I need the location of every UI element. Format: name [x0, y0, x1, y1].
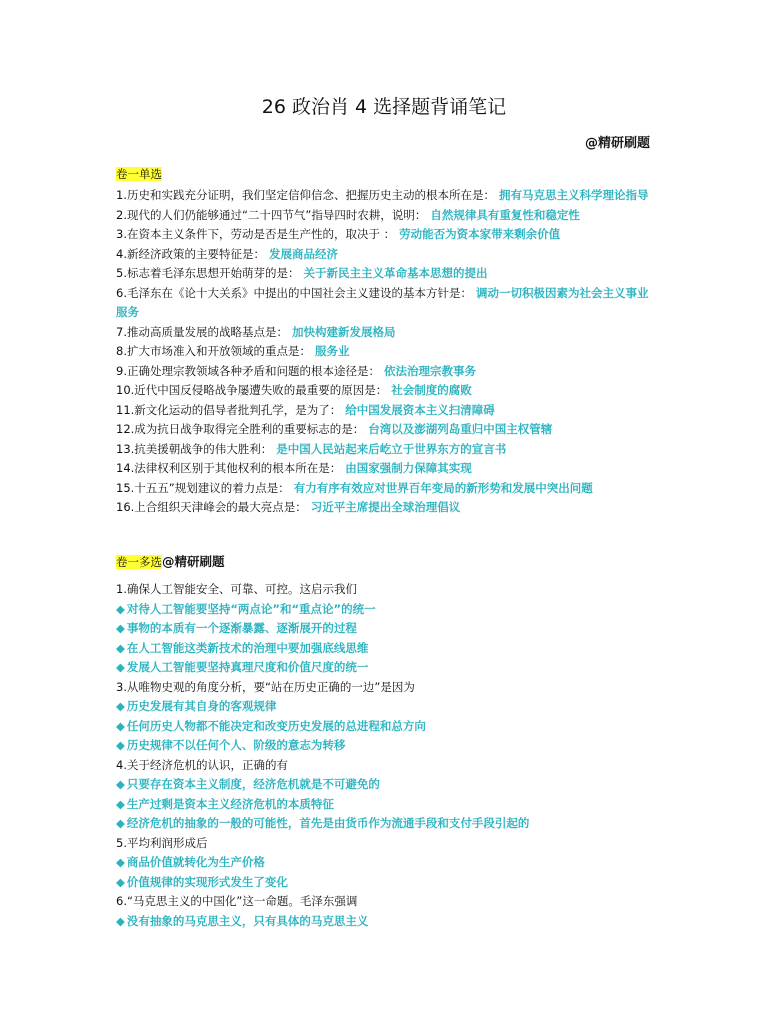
answer-text: 服务业 [310, 344, 350, 358]
diamond-icon: ◆ [116, 738, 125, 752]
diamond-icon: ◆ [116, 660, 125, 674]
option-item [116, 717, 656, 737]
question-text: 1.历史和实践充分证明，我们坚定信仰信念、把握历史主动的根本所在是： [116, 188, 495, 202]
question-text: 12.成为抗日战争取得完全胜利的重要标志的是： [116, 422, 365, 436]
question-text: 6.“马克思主义的中国化”这一命题。毛泽东强调 [116, 894, 358, 908]
list-item [116, 479, 656, 499]
option-item [116, 853, 656, 873]
answer-text: 台湾以及澎湖列岛重归中国主权管辖 [364, 422, 553, 436]
option-text: 价值规律的实现形式发生了变化 [126, 874, 288, 889]
answer-text: 劳动能否为资本家带来剩余价值 [395, 227, 561, 241]
section-label-highlight: 卷一单选 [116, 167, 162, 181]
question-text: 8.扩大市场准入和开放领域的重点是： [116, 344, 311, 358]
option-item [116, 873, 656, 893]
section-multiple-choice [116, 552, 656, 931]
diamond-icon: ◆ [116, 874, 125, 889]
question-text: 7.推动高质量发展的战略基点是： [116, 324, 288, 339]
diamond-icon: ◆ [116, 718, 125, 733]
single-choice-list [116, 186, 656, 518]
option-text: 没有抽象的马克思主义，只有具体的马克思主义 [126, 913, 369, 928]
option-item [116, 814, 656, 834]
section-label-highlight: 卷一多选 [116, 555, 162, 569]
list-item [116, 401, 656, 421]
option-item [116, 658, 656, 678]
section-heading [116, 164, 656, 184]
question-text: 3.从唯物史观的角度分析，要“站在历史正确的一边”是因为 [116, 679, 415, 694]
answer-text: 发展商品经济 [264, 246, 338, 261]
diamond-icon: ◆ [116, 913, 125, 928]
question-text: 6.毛泽东在《论十大关系》中提出的中国社会主义建设的基本方针是： [116, 285, 472, 300]
diamond-icon: ◆ [116, 601, 125, 616]
multiple-choice-list [116, 580, 656, 931]
option-text: 对待人工智能要坚持“两点论”和“重点论”的统一 [126, 601, 376, 616]
option-item [116, 736, 656, 756]
question-text: 11.新文化运动的倡导者批判孔学，是为了： [116, 402, 342, 417]
list-item [116, 225, 656, 245]
diamond-icon: ◆ [116, 699, 125, 713]
question-text: 1.确保人工智能安全、可靠、可控。这启示我们 [116, 582, 357, 596]
answer-text: 拥有马克思主义科学理论指导 [494, 188, 649, 202]
list-item [116, 284, 656, 323]
answer-text: 社会制度的腐败 [387, 383, 472, 397]
list-item [116, 323, 656, 343]
answer-text: 依法治理宗教事务 [379, 363, 476, 378]
list-item [116, 264, 656, 284]
page-title: 26 政治肖 4 选择题背诵笔记 [261, 96, 507, 118]
option-text: 任何历史人物都不能决定和改变历史发展的总进程和总方向 [126, 718, 426, 733]
answer-text: 有力有序有效应对世界百年变局的新形势和发展中突出问题 [289, 480, 593, 495]
answer-text: 调动一切积极因素为社会主义事业服务 [116, 285, 649, 319]
question-text: 5.标志着毛泽东思想开始萌芽的是： [116, 266, 300, 280]
option-item [116, 639, 656, 659]
answer-text: 关于新民主主义革命基本思想的提出 [299, 266, 488, 280]
diamond-icon: ◆ [116, 777, 125, 791]
option-text: 历史规律不以任何个人、阶级的意志为转移 [126, 738, 346, 752]
question-text: 9.正确处理宗教领域各种矛盾和问题的根本途径是： [116, 363, 380, 378]
list-item [116, 420, 656, 440]
question-text: 2.现代的人们仍能够通过“二十四节气”指导四时农耕，说明： [116, 207, 427, 222]
list-item [116, 342, 656, 362]
diamond-icon: ◆ [116, 640, 125, 655]
list-item [116, 186, 656, 206]
option-text: 事物的本质有一个逐渐暴露、逐渐展开的过程 [126, 621, 357, 635]
option-item [116, 600, 656, 620]
list-item [116, 206, 656, 226]
option-item [116, 775, 656, 795]
answer-text: 加快构建新发展格局 [287, 324, 396, 339]
list-item [116, 459, 656, 479]
question-text: 10.近代中国反侵略战争屡遭失败的最重要的原因是： [116, 383, 388, 397]
list-item [116, 245, 656, 265]
option-text: 生产过剩是资本主义经济危机的本质特征 [126, 796, 334, 811]
answer-text: 给中国发展资本主义扫清障碍 [341, 402, 495, 417]
option-text: 发展人工智能要坚持真理尺度和价值尺度的统一 [126, 660, 369, 674]
section-single-choice [116, 164, 656, 518]
answer-text: 习近平主席提出全球治理倡议 [306, 500, 461, 514]
answer-text: 自然规律具有重复性和稳定性 [426, 207, 580, 222]
option-text: 经济危机的抽象的一般的可能性，首先是由货币作为流通手段和支付手段引起的 [126, 816, 530, 830]
section-heading [116, 552, 656, 572]
option-item [116, 697, 656, 717]
question-text: 14.法律权利区别于其他权利的根本所在是： [116, 461, 342, 475]
option-text: 在人工智能这类新技术的治理中要加强底线思维 [126, 640, 369, 655]
option-item [116, 619, 656, 639]
list-item [116, 440, 656, 460]
list-item [116, 362, 656, 382]
question-text: 16.上合组织天津峰会的最大亮点是： [116, 500, 307, 514]
section-label-suffix: @精研刷题 [162, 554, 225, 569]
diamond-icon: ◆ [116, 816, 125, 830]
option-item [116, 795, 656, 815]
diamond-icon: ◆ [116, 855, 125, 869]
option-text: 只要存在资本主义制度，经济危机就是不可避免的 [126, 777, 380, 791]
answer-text: 由国家强制力保障其实现 [341, 461, 472, 475]
author-tag: @精研刷题 [584, 136, 650, 151]
list-item [116, 381, 656, 401]
diamond-icon: ◆ [116, 796, 125, 811]
question-text: 4.新经济政策的主要特征是： [116, 246, 265, 261]
option-text: 商品价值就转化为生产价格 [126, 855, 265, 869]
diamond-icon: ◆ [116, 621, 125, 635]
question-text: 13.抗美援朝战争的伟大胜利： [116, 441, 273, 456]
question-text: 3.在资本主义条件下，劳动是否是生产性的，取决于 ： [116, 227, 396, 241]
list-item [116, 498, 656, 518]
question-text: 15.十五五”规划建议的着力点是： [116, 480, 290, 495]
question-text: 4.关于经济危机的认识，正确的有 [116, 757, 288, 772]
answer-text: 是中国人民站起来后屹立于世界东方的宣言书 [272, 441, 507, 456]
option-item [116, 912, 656, 932]
option-text: 历史发展有其自身的客观规律 [126, 699, 277, 713]
question-text: 5.平均利润形成后 [116, 835, 208, 850]
